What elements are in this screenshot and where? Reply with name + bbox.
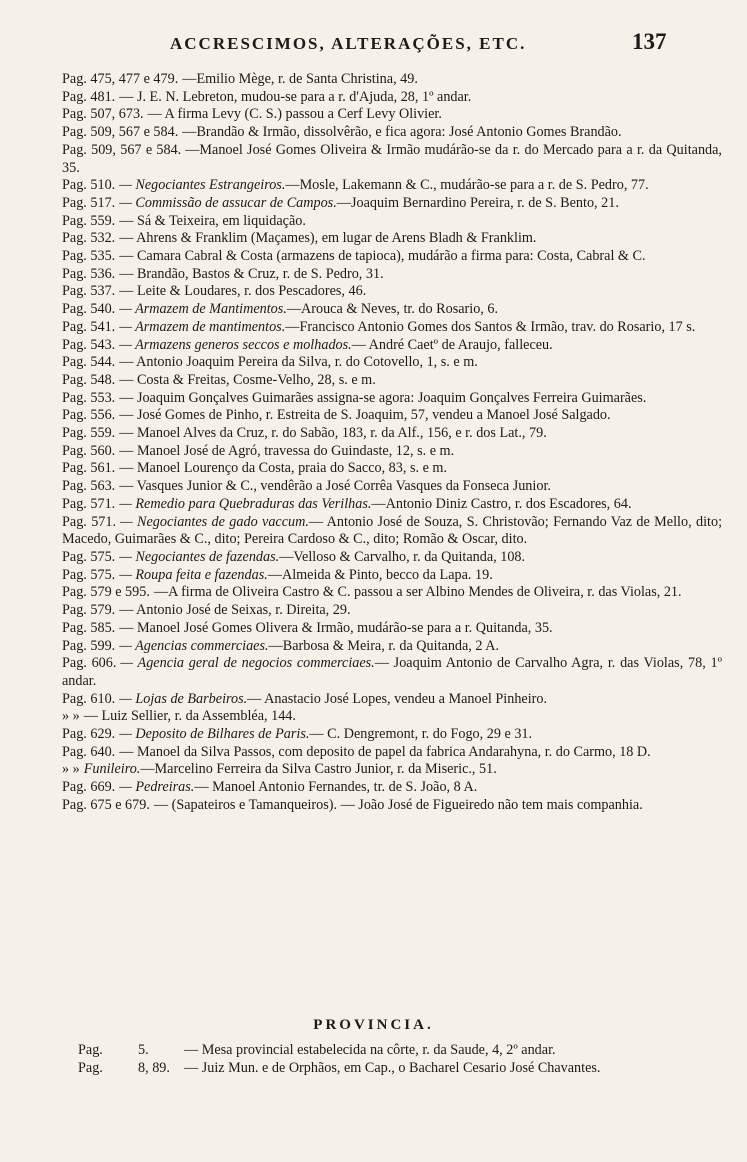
entry: [62, 372, 722, 390]
entry-ref: Pag. 610.: [62, 690, 116, 707]
entry-text: —Almeida & Pinto, becco da Lapa. 19.: [267, 566, 493, 583]
entry-ref: Pag. 553.: [62, 389, 116, 406]
entry-ref: Pag. 561.: [62, 460, 116, 477]
entry-text: — (Sapateiros e Tamanqueiros). — João José de Figueiredo não tem mais companhia.: [153, 796, 643, 813]
entry: [62, 337, 722, 355]
entry-text: — André Caetº de Araujo, falleceu.: [351, 336, 553, 353]
entry: [62, 177, 722, 195]
entry-text: — Vasques Junior & C., vendêrão a José Corrêa Vasques da Fonseca Junior.: [119, 478, 551, 495]
entry-text: — Leite & Loudares, r. dos Pescadores, 46.: [119, 283, 367, 300]
entry-ref: Pag. 532.: [62, 230, 116, 247]
entry-text: —Marcelino Ferreira da Silva Castro Junior, r. da Miseric., 51.: [140, 761, 497, 778]
entry-ref: Pag. 537.: [62, 283, 116, 300]
entry-text: — Joaquim Antonio de Carvalho Agra, r. das Violas, 78, 1º andar.: [62, 655, 722, 689]
entry-text: — C. Dengremont, r. do Fogo, 29 e 31.: [309, 726, 533, 743]
provincia-entry: [78, 1060, 718, 1078]
entry: [62, 761, 722, 779]
entry: [62, 655, 722, 690]
entry-ref: Pag. 535.: [62, 248, 116, 265]
entry-ref: Pag. 599.: [62, 637, 116, 654]
entry-text: —Barbosa & Meira, r. da Quitanda, 2 A.: [268, 637, 500, 654]
entry-text: — Camara Cabral & Costa (armazens de tapioca), mudárão a firma para: Costa, Cabral & C.: [119, 248, 646, 265]
entry-text: —Manoel José Gomes Oliveira & Irmão mudárão-se da r. do Mercado para a r. da Quitanda, 35.: [62, 141, 722, 176]
entry: [62, 602, 722, 620]
entry-category: — Roupa feita e fazendas.: [119, 566, 268, 583]
entry-ref: Pag. 536.: [62, 265, 116, 282]
entry-category: — Armazens generos seccos e molhados.: [119, 336, 352, 353]
entry-ref: » »: [62, 761, 80, 778]
entry-ref: Pag. 640.: [62, 743, 116, 760]
entry-ref: Pag. 606.: [62, 655, 117, 672]
entry: [62, 496, 722, 514]
entry-category: — Agencia geral de negocios commerciaes.: [120, 655, 375, 672]
provincia-entry: [78, 1042, 718, 1060]
page-header: [0, 29, 747, 60]
entry-text: — Brandão, Bastos & Cruz, r. de S. Pedro, 31.: [119, 265, 384, 282]
entry-text: — Manoel Lourenço da Costa, praia do Sacco, 83, s. e m.: [119, 460, 448, 477]
entry-text: — Luiz Sellier, r. da Assembléa, 144.: [83, 708, 296, 725]
entry: [62, 283, 722, 301]
entry-ref: Pag.: [78, 1042, 103, 1058]
entry: [62, 620, 722, 638]
entry-category: — Agencias commerciaes.: [119, 637, 269, 654]
entry: [62, 142, 722, 177]
entry: [62, 691, 722, 709]
entry-ref: Pag. 585.: [62, 619, 116, 636]
entry: [62, 744, 722, 762]
entry-category: — Negociantes Estrangeiros.: [119, 177, 286, 194]
entry: [62, 301, 722, 319]
entry-text: — Costa & Freitas, Cosme-Velho, 28, s. e m.: [119, 371, 376, 388]
entry: [62, 443, 722, 461]
entry-text: — Sá & Teixeira, em liquidação.: [119, 212, 306, 229]
entry-text: —Velloso & Carvalho, r. da Quitanda, 108.: [279, 548, 526, 565]
entry: [62, 779, 722, 797]
entry-category: Funileiro.: [83, 761, 141, 778]
entry-ref: Pag. 579 e 595.: [62, 584, 150, 601]
entry-text: —Emilio Mège, r. de Santa Christina, 49.: [182, 71, 418, 87]
page-number: 137: [632, 29, 667, 54]
entry-ref: Pag. 675 e 679.: [62, 796, 150, 813]
entry-category: — Negociantes de gado vaccum.: [120, 513, 309, 530]
entry: [62, 478, 722, 496]
entry-category: — Armazem de mantimentos.: [119, 318, 286, 335]
entry-text: —Antonio Diniz Castro, r. dos Escadores, 64.: [371, 495, 632, 512]
entry-ref: Pag. 475, 477 e 479.: [62, 71, 179, 87]
entry-text: — Manoel José Gomes Olivera & Irmão, mudárão-se para a r. Quitanda, 35.: [119, 619, 553, 636]
entry: [62, 567, 722, 585]
entry-text: —Brandão & Irmão, dissolvêrão, e fica agora: José Antonio Gomes Brandão.: [182, 124, 622, 141]
entry-category: — Deposito de Bilhares de Paris.: [119, 726, 310, 743]
entry-ref: Pag. 575.: [62, 548, 116, 565]
entry-text: — Manoel Alves da Cruz, r. do Sabão, 183, r. da Alf., 156, e r. dos Lat., 79.: [119, 425, 547, 442]
entry: [62, 514, 722, 549]
entry: [62, 460, 722, 478]
entry-text: — José Gomes de Pinho, r. Estreita de S. Joaquim, 57, vendeu a Manoel José Salgado.: [119, 407, 611, 424]
entry-text: —A firma de Oliveira Castro & C. passou a ser Albino Mendes de Oliveira, r. das Violas, 21.: [153, 584, 682, 601]
entry: [62, 124, 722, 142]
entry-ref: Pag. 629.: [62, 726, 116, 743]
entry-ref: Pag. 507, 673.: [62, 106, 144, 123]
entry: [62, 407, 722, 425]
entry-text: — Antonio José de Seixas, r. Direita, 29.: [119, 602, 351, 619]
entry-ref: Pag. 669.: [62, 779, 116, 796]
entry: [62, 319, 722, 337]
entry: [62, 726, 722, 744]
entry-ref: » »: [62, 708, 80, 725]
entry-text: — Juiz Mun. e de Orphãos, em Cap., o Bacharel Cesario José Chavantes.: [184, 1059, 601, 1076]
entry-text: —Francisco Antonio Gomes dos Santos & Irmão, trav. do Rosario, 17 s.: [285, 318, 696, 335]
entry-text: — Antonio Joaquim Pereira da Silva, r. do Cotovello, 1, s. e m.: [119, 354, 478, 371]
entry: [62, 797, 722, 815]
entry: [62, 248, 722, 266]
entry-category: — Remedio para Quebraduras das Verilhas.: [119, 495, 372, 512]
entry-ref: Pag. 510.: [62, 177, 116, 194]
entry-text: — Manoel Antonio Fernandes, tr. de S. João, 8 A.: [194, 779, 478, 796]
entry-text: — Antonio José de Souza, S. Christovão; Fernando Vaz de Mello, dito; Macedo, Guimarães & C., dito; Pereira Cardoso & C., dito; Romão & Oscar, dito.: [62, 513, 723, 548]
entry-ref: Pag. 548.: [62, 371, 116, 388]
entry-text: — J. E. N. Lebreton, mudou-se para a r. d'Ajuda, 28, 1º andar.: [119, 88, 472, 105]
entry-ref: Pag. 540.: [62, 301, 116, 318]
entry-ref: Pag. 559.: [62, 425, 116, 442]
entry-ref: Pag. 575.: [62, 566, 116, 583]
entry-category: — Negociantes de fazendas.: [119, 548, 280, 565]
entry: [62, 425, 722, 443]
entry: [62, 71, 722, 89]
entry: [62, 638, 722, 656]
entry-category: — Lojas de Barbeiros.: [119, 690, 248, 707]
entry: [62, 708, 722, 726]
entry-category: — Armazem de Mantimentos.: [119, 301, 287, 318]
entry: [62, 584, 722, 602]
entry-ref: Pag. 571.: [62, 513, 117, 530]
entry-ref: Pag. 563.: [62, 478, 116, 495]
entry-ref: Pag.: [78, 1059, 103, 1076]
entry-ref: Pag. 517.: [62, 194, 116, 211]
entry-text: —Arouca & Neves, tr. do Rosario, 6.: [286, 301, 499, 318]
entry: [62, 213, 722, 231]
entry-text: — Ahrens & Franklim (Maçames), em lugar de Arens Bladh & Franklim.: [119, 230, 537, 247]
entry-pages: 5.: [138, 1042, 149, 1058]
running-title: ACCRESCIMOS, ALTERAÇÕES, ETC.: [170, 34, 527, 53]
entry-ref: Pag. 579.: [62, 602, 116, 619]
entry-pages: 8, 89.: [138, 1059, 170, 1076]
entry-text: — A firma Levy (C. S.) passou a Cerf Levy Olivier.: [147, 106, 442, 123]
entry: [62, 390, 722, 408]
entry-text: — Joaquim Gonçalves Guimarães assigna-se agora: Joaquim Gonçalves Ferreira Guimarães.: [119, 389, 647, 406]
entry-text: —Mosle, Lakemann & C., mudárão-se para a r. de S. Pedro, 77.: [285, 177, 649, 194]
entry-category: — Commissão de assucar de Campos.: [119, 194, 337, 211]
entry: [62, 195, 722, 213]
entry: [62, 266, 722, 284]
entry: [62, 230, 722, 248]
entry-text: — Anastacio José Lopes, vendeu a Manoel Pinheiro.: [247, 690, 548, 707]
entry-text: —Joaquim Bernardino Pereira, r. de S. Bento, 21.: [336, 194, 619, 211]
entry: [62, 89, 722, 107]
entry: [62, 354, 722, 372]
entry-ref: Pag. 543.: [62, 336, 116, 353]
entry-text: — Mesa provincial estabelecida na côrte, r. da Saude, 4, 2º andar.: [184, 1042, 556, 1058]
entry-ref: Pag. 509, 567 e 584.: [62, 124, 179, 141]
entry-ref: Pag. 541.: [62, 318, 116, 335]
entry-category: — Pedreiras.: [119, 779, 195, 796]
entry-ref: Pag. 544.: [62, 354, 116, 371]
entry-ref: Pag. 560.: [62, 442, 116, 459]
provincia-list: [78, 1042, 718, 1077]
entry-ref: Pag. 509, 567 e 584.: [62, 141, 182, 158]
entry: [62, 549, 722, 567]
entry-text: — Manoel da Silva Passos, com deposito de papel da fabrica Andarahyna, r. do Carmo, 18 D.: [119, 743, 651, 760]
entry-text: — Manoel José de Agró, travessa do Guindaste, 12, s. e m.: [119, 442, 455, 459]
entry-ref: Pag. 481.: [62, 88, 116, 105]
entry-ref: Pag. 556.: [62, 407, 116, 424]
entry-ref: Pag. 571.: [62, 495, 116, 512]
entries-list: [62, 71, 722, 815]
entry-ref: Pag. 559.: [62, 212, 116, 229]
section-title-provincia: PROVINCIA.: [313, 1017, 434, 1033]
entry: [62, 106, 722, 124]
